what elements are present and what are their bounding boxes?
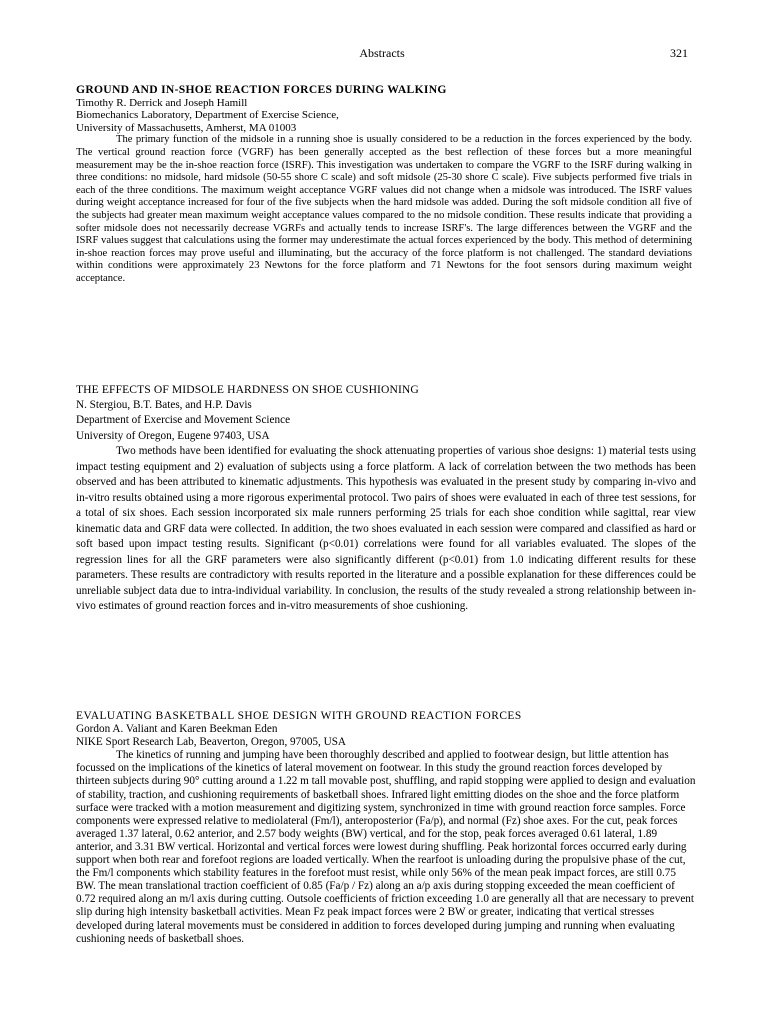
abstract-title: EVALUATING BASKETBALL SHOE DESIGN WITH GROUND REACTION FORCES xyxy=(76,710,522,722)
abstract-authors: Timothy R. Derrick and Joseph Hamill xyxy=(76,96,248,109)
abstract-basketball-shoe xyxy=(76,710,696,946)
abstract-affiliation: NIKE Sport Research Lab, Beaverton, Oregon, 97005, USA xyxy=(76,736,346,749)
abstract-body: The primary function of the midsole in a running shoe is usually considered to be a reduction in the forces experienced by the body. The vertical ground reaction force (VGRF) has been generally accepted as the best reflection of these forces but a more meaningful measurement may be the in-shoe reaction force (ISRF). This investigation was undertaken to compare the VGRF to the ISRF during walking in three conditions: no midsole, hard midsole (50-55 shore C scale) and soft midsole (25-30 shore C scale). Five subjects performed five trials in each of the three conditions. The maximum weight acceptance VGRF values did not change when a midsole was introduced. The ISRF values during weight acceptance increased for four of the five subjects when the hard midsole was added. During the soft midsole condition all five of the subjects had greater mean maximum weight acceptance values compared to the no midsole condition. These results indicate that providing a softer midsole does not necessarily decrease VGRFs and actually tends to increase ISRF's. The large differences between the VGRF and the ISRF values suggest that calculations using the former may underestimate the actual forces experienced by the body. This method of determining in-shoe reaction forces may prove useful and illuminating, but the accuracy of the force platform is not challenged. The standard deviations within conditions were approximately 23 Newtons for the force platform and 71 Newtons for the foot sensors during maximum weight acceptance. xyxy=(76,134,692,284)
abstract-ground-in-shoe xyxy=(76,84,692,286)
abstract-midsole-hardness xyxy=(76,382,696,615)
abstract-affiliation: University of Oregon, Eugene 97403, USA xyxy=(76,429,270,442)
abstract-body: Two methods have been identified for evaluating the shock attenuating properties of various shoe designs: 1) material tests using impact testing equipment and 2) evaluation of subjects using a force platform. A lack of correlation between the two methods has been observed and has been attributed to kinematic adjustments. This hypothesis was evaluated in the present study by comparing in-vivo and in-vitro results obtained using a more rigorous experimental protocol. Two pairs of shoes were evaluated in each of three test sessions, for a total of six shoes. Each session incorporated six male runners performing 25 trials for each shoe condition while sagittal, rear view kinematic data and GRF data were collected. In addition, the two shoes evaluated in each session were compared and classified as hard or soft based upon impact testing results. Significant (p<0.01) correlations were found for all variables evaluated. The slopes of the regression lines for all the GRF parameters were also significantly different (p<0.01) from 1.0 indicating different results for these parameters. These results are contradictory with results reported in the literature and a possible explanation for these differences could be unreliable subject data due to intra-individual variability. In conclusion, the results of the study revealed a strong relationship between in-vivo estimates of ground reaction forces and in-vitro measurements of shoe cushioning. xyxy=(76,445,696,612)
abstract-title: THE EFFECTS OF MIDSOLE HARDNESS ON SHOE CUSHIONING xyxy=(76,383,419,396)
abstract-body: The kinetics of running and jumping have been thoroughly described and applied to footwear design, but little attention has focussed on the implications of the kinetics of lateral movement on footwear. In this study the ground reaction forces developed by thirteen subjects during 90° cutting around a 1.22 m tall movable post, shuffling, and rapid stopping were applied to design and evaluation of stability, traction, and cushioning requirements of basketball shoes. Infrared light emitting diodes on the shoe and the force platform surface were tracked with a motion measurement and digitizing system, synchronized in time with ground reaction force samples. Force components were expressed relative to mediolateral (Fm/l), anteroposterior (Fa/p), and normal (Fz) shoe axes. For the cut, peak forces averaged 1.37 lateral, 0.62 anterior, and 2.57 body weights (BW) vertical, and for the stop, peak forces averaged 0.61 lateral, 1.89 anterior, and 3.31 BW vertical. Horizontal and vertical forces were lowest during shuffling. Peak horizontal forces occurred early during support when both rear and forefoot regions are loaded vertically. When the rearfoot is unloading during the propulsive phase of the cut, the Fm/l components which stability features in the forefoot must resist, while only 56% of the mean peak impact forces, are still 0.75 BW. The mean translational traction coefficient of 0.85 (Fa/p / Fz) along an a/p axis during stopping exceeded the mean coefficient of 0.72 required along an m/l axis during cutting. Outsole coefficients of friction exceeding 1.0 are generally all that are necessary to prevent slip during high intensity basketball activities. Mean Fz peak impact forces were 2 BW or greater, indicating that vertical stresses developed during lateral movements must be considered in addition to forces developed during jumping and running when evaluating cushioning needs of basketball shoes. xyxy=(76,749,696,945)
abstract-affiliation: Biomechanics Laboratory, Department of Exercise Science, xyxy=(76,109,339,122)
abstract-affiliation: University of Massachusetts, Amherst, MA 01003 xyxy=(76,121,297,134)
page-number: 321 xyxy=(670,46,688,60)
running-head: Abstracts xyxy=(359,46,405,60)
abstract-title: GROUND AND IN-SHOE REACTION FORCES DURING WALKING xyxy=(76,83,447,96)
abstract-authors: N. Stergiou, B.T. Bates, and H.P. Davis xyxy=(76,398,252,411)
abstract-affiliation: Department of Exercise and Movement Science xyxy=(76,414,291,426)
page-header xyxy=(76,46,688,64)
abstract-authors: Gordon A. Valiant and Karen Beekman Eden xyxy=(76,723,278,736)
